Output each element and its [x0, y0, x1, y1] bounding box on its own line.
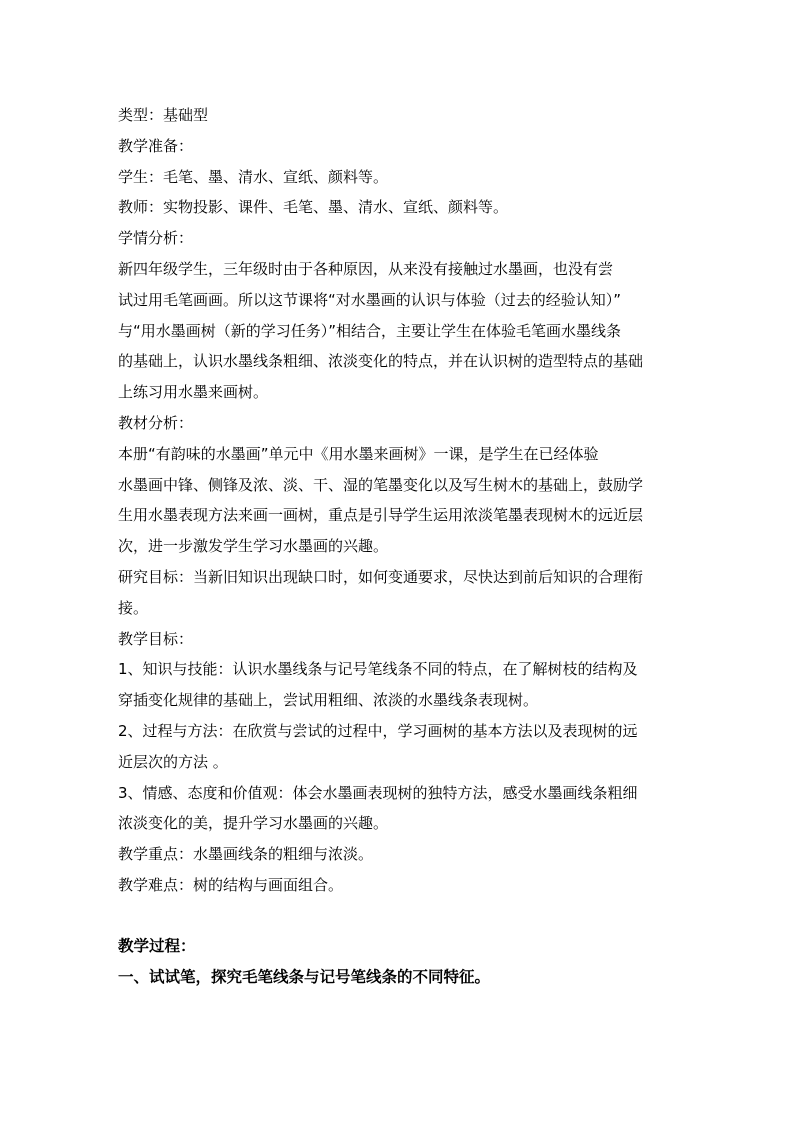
key-point: 教学重点：水墨画线条的粗细与浓淡。	[118, 845, 374, 864]
prep-heading: 教学准备：	[118, 136, 194, 155]
difficulty: 教学难点：树的结构与画面组合。	[118, 875, 344, 894]
material-line-3: 生用水墨表现方法来画一画树，重点是引导学生运用浓淡笔墨表现树木的远近层	[118, 506, 644, 525]
situation-line-1	[118, 254, 684, 285]
material-line-2: 水墨画中锋、侧锋及浓、淡、干、湿的笔墨变化以及写生树木的基础上，鼓励学	[118, 475, 644, 494]
document-page	[118, 100, 684, 992]
process-heading: 教学过程：	[118, 936, 196, 955]
blank-line	[118, 901, 684, 931]
goal-1-line-1: 1、知识与技能：认识水墨线条与记号笔线条不同的特点，在了解树枝的结构及	[118, 660, 638, 679]
material-line-4: 次，进一步激发学生学习水墨画的兴趣。	[118, 537, 389, 556]
goal-2-line-2: 近层次的方法 。	[118, 752, 228, 771]
prep-student: 学生：毛笔、墨、清水、宣纸、颜料等。	[118, 167, 389, 186]
prep-teacher: 教师：实物投影、课件、毛笔、墨、清水、宣纸、颜料等。	[118, 198, 509, 217]
situation-line-2: 试过用毛笔画画。所以这节课将“对水墨画的认识与体验（过去的经验认知）”	[118, 290, 622, 309]
material-text-1: 本册“有韵味的水墨画”单元中《用水墨来画树》一课，是学生在已经体验	[118, 444, 599, 463]
material-line-1	[118, 439, 684, 470]
lesson-type: 类型：基础型	[118, 106, 209, 124]
goal-1-line-2: 穿插变化规律的基础上，尝试用粗细、浓淡的水墨线条表现树。	[118, 691, 539, 710]
process-step-1: 一、试试笔，探究毛笔线条与记号笔线条的不同特征。	[118, 967, 491, 986]
situation-line-3: 与“用水墨画树（新的学习任务）”相结合，主要让学生在体验毛笔画水墨线条	[118, 321, 622, 340]
situation-line-4: 的基础上，认识水墨线条粗细、浓淡变化的特点，并在认识树的造型特点的基础	[118, 352, 644, 371]
situation-line-5: 上练习用水墨来画树。	[118, 383, 269, 402]
goal-2-line-1: 2、过程与方法：在欣赏与尝试的过程中，学习画树的基本方法以及表现树的远	[118, 721, 638, 740]
goal-3-line-2: 浓淡变化的美，提升学习水墨画的兴趣。	[118, 814, 389, 833]
research-line-1: 研究目标：当新旧知识出现缺口时，如何变通要求，尽快达到前后知识的合理衔	[118, 567, 644, 586]
goals-heading: 教学目标：	[118, 629, 194, 648]
goal-3-line-1: 3、情感、态度和价值观：体会水墨画表现树的独特方法，感受水墨画线条粗细	[118, 783, 638, 802]
material-heading: 教材分析：	[118, 413, 194, 432]
research-line-2: 接。	[118, 598, 149, 617]
situation-heading: 学情分析：	[118, 229, 194, 248]
situation-text-1: 新四年级学生，三年级时由于各种原因，从来没有接触过水墨画，也没有尝	[118, 259, 614, 278]
